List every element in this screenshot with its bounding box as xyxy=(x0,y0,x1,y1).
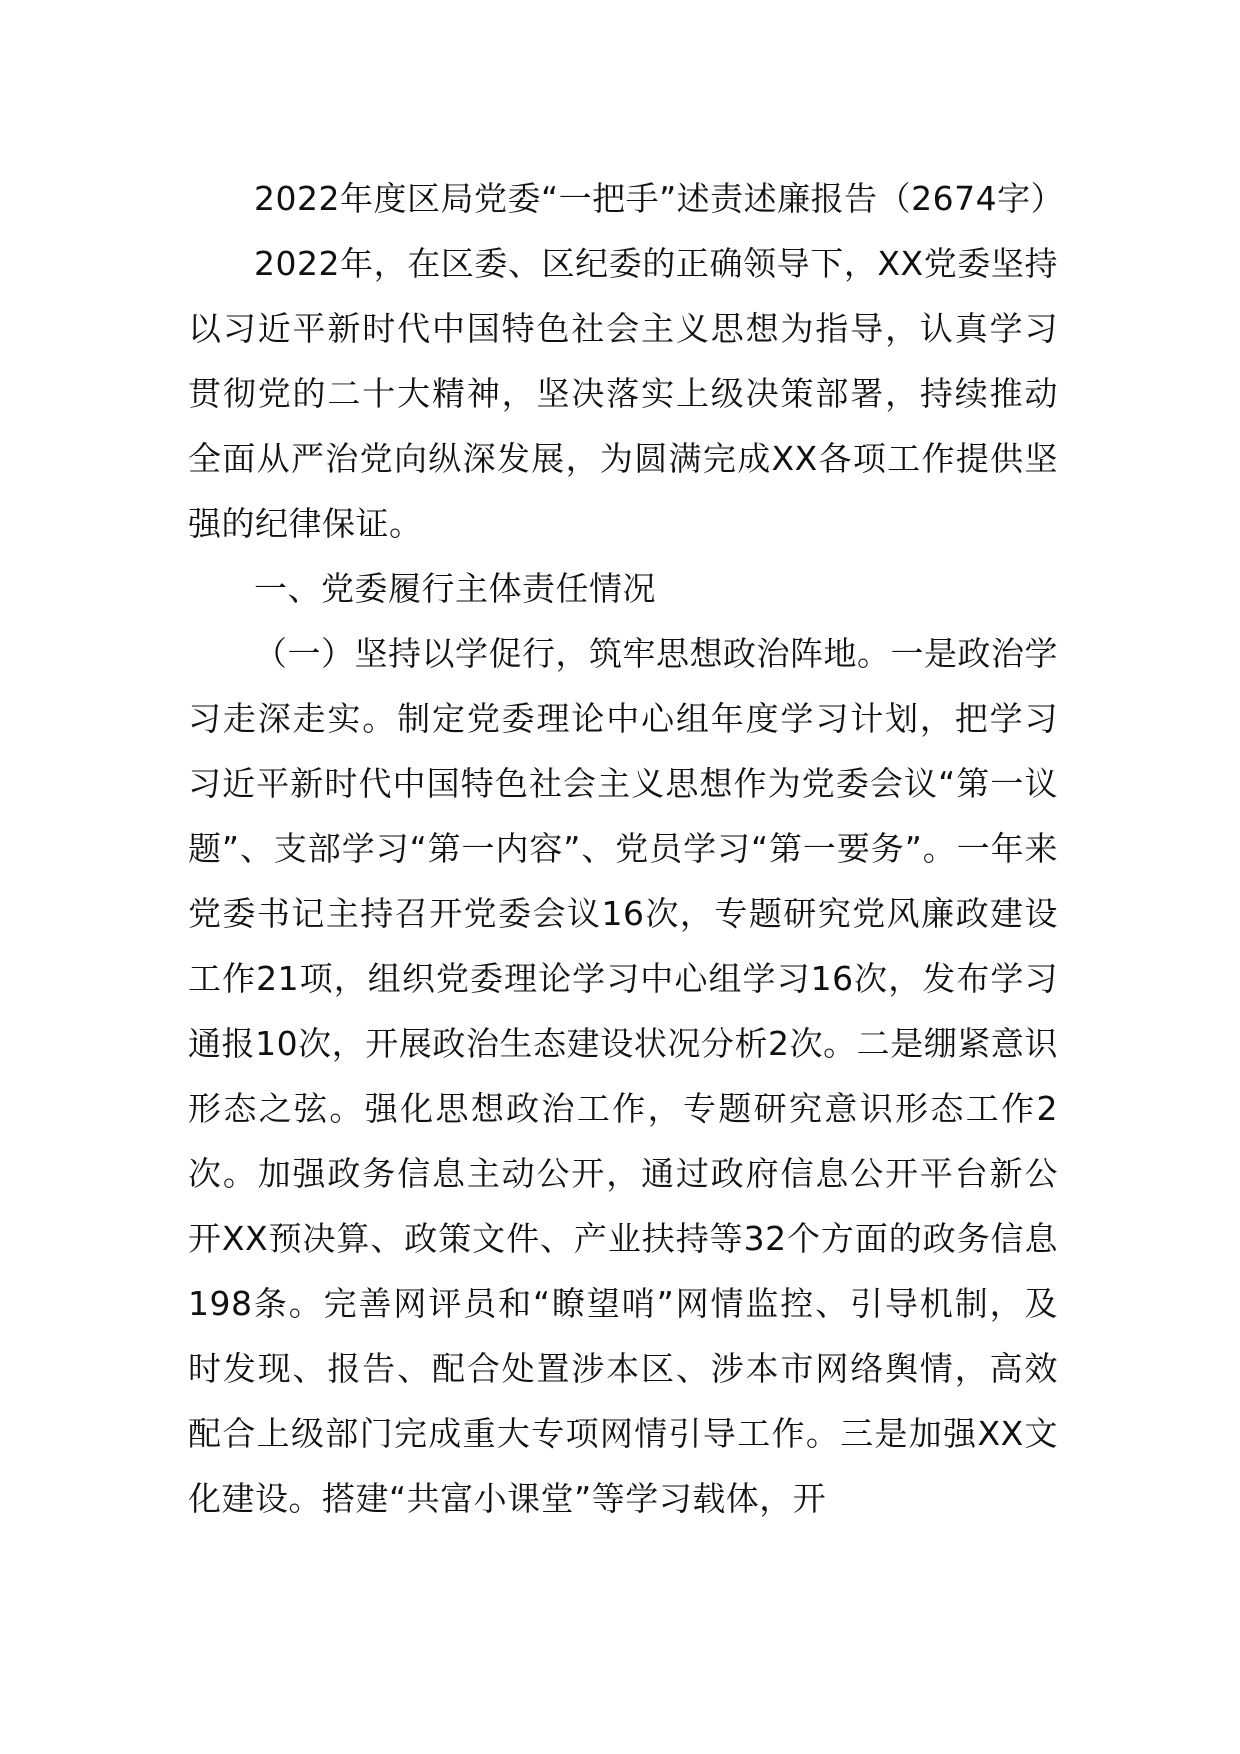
subsection-paragraph: （一）坚持以学促行，筑牢思想政治阵地。一是政治学习走深走实。制定党委理论中心组年度学习计划，把学习习近平新时代中国特色社会主义思想作为党委会议“第一议题”、支部学习“第一内容”、党员学习“第一要务”。一年来党委书记主持召开党委会议16次，专题研究党风廉政建设工作21项，组织党委理论学习中心组学习16次，发布学习通报10次，开展政治生态建设状况分析2次。二是绷紧意识形态之弦。强化思想政治工作，专题研究意识形态工作2次。加强政务信息主动公开，通过政府信息公开平台新公开XX预决算、政策文件、产业扶持等32个方面的政务信息198条。完善网评员和“瞭望哨”网情监控、引导机制，及时发现、报告、配合处置涉本区、涉本市网络舆情，高效配合上级部门完成重大专项网情引导工作。三是加强XX文化建设。搭建“共富小课堂”等学习载体，开 xyxy=(188,634,1058,1518)
section-heading: 一、党委履行主体责任情况 xyxy=(254,569,656,608)
intro-paragraph: 2022年，在区委、区纪委的正确领导下，XX党委坚持以习近平新时代中国特色社会主义思想为指导，认真学习贯彻党的二十大精神，坚决落实上级决策部署，持续推动全面从严治党向纵深发展，为圆满完成XX各项工作提供坚强的纪律保证。 xyxy=(188,244,1058,543)
document-title: 2022年度区局党委“一把手”述责述廉报告（2674字） xyxy=(254,179,1065,218)
document-body xyxy=(188,166,1065,1531)
